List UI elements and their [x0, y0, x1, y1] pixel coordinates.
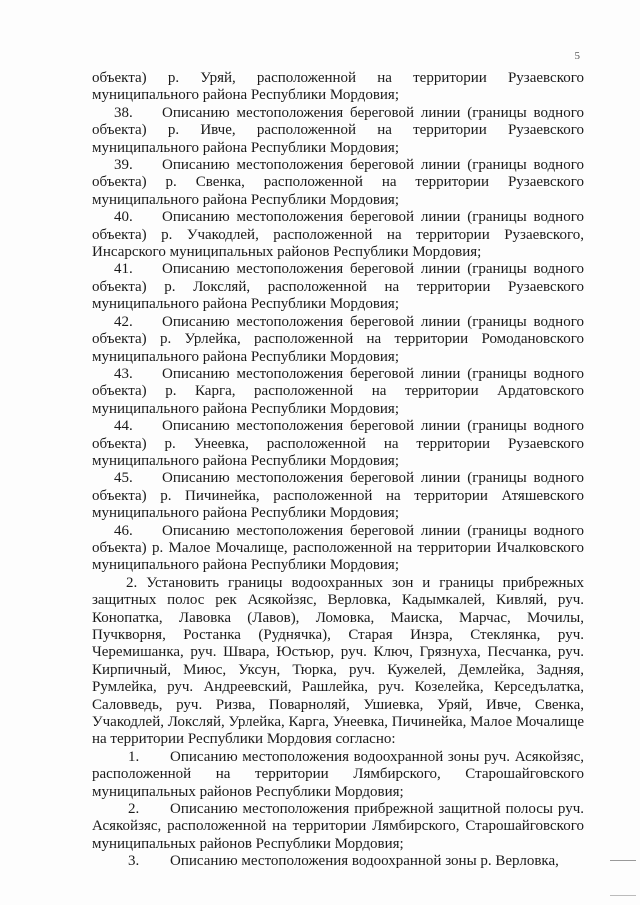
list-item [92, 801, 584, 853]
item-text: Описанию местоположения береговой линии (границы водного объекта) р. Унеевка, расположенной на территории Рузаевского муниципального района Республики Мордовия; [92, 418, 584, 469]
list-item [92, 523, 584, 575]
section-2-paragraph: 2. Установить границы водоохранных зон и границы прибрежных защитных полос рек Асякойзяс, Верловка, Кадымкалей, Кивляй, руч. Конопатка, Лавовка (Лавов), Ломовка, Маиска, Марчас, Мочилы, Пучкворня, Ростанка (Руднячка), Старая Инзра, Стеклянка, руч. Черемишанка, руч. Швара, Юстьюр, руч. Ключ, Грязнуха, Песчанка, руч. Кирпичный, Миюс, Уксун, Тюрка, руч. Кужелей, Демлейка, Задняя, Румлейка, руч. Андреевский, Рашлейка, руч. Козелейка, Керседълатка, Саловведь, руч. Ризва, Поварноляй, Ушиевка, Уряй, Ивче, Свенка, Учакодлей, Локсляй, Урлейка, Карга, Унеевка, Пичинейка, Малое Мочалище на территории Республики Мордовия согласно: [92, 574, 584, 748]
list-item [92, 105, 584, 157]
item-text: Описанию местоположения прибрежной защитной полосы руч. Асякойзяс, расположенной на территории Лямбирского, Старошайговского муниципальных районов Республики Мордовия; [92, 801, 584, 852]
scan-artifact-line [610, 860, 636, 861]
item-text: Описанию местоположения береговой линии (границы водного объекта) р. Урлейка, расположенной на территории Ромодановского муниципального района Республики Мордовия; [92, 313, 584, 365]
item-number: 42. [114, 313, 133, 330]
lead-fragment: объекта) р. Уряй, расположенной на территории Рузаевского муниципального района Республики Мордовия; [92, 70, 584, 104]
item-number: 41. [114, 261, 133, 278]
list-item [92, 314, 584, 366]
scan-artifact-line [610, 895, 636, 896]
document-body [92, 70, 584, 871]
item-number: 38. [114, 104, 133, 121]
item-text: Описанию местоположения водоохранной зоны р. Верловка, [170, 853, 559, 870]
item-text: Описанию местоположения береговой линии (границы водного объекта) р. Свенка, расположенной на территории Рузаевского муниципального района Республики Мордовия; [92, 157, 584, 208]
list-item [92, 749, 584, 801]
item-number: 40. [114, 209, 133, 226]
item-number: 3. [128, 853, 140, 870]
item-number: 43. [114, 365, 133, 382]
page-number: 5 [574, 50, 580, 62]
item-number: 45. [114, 470, 133, 487]
item-text: Описанию местоположения береговой линии (границы водного объекта) р. Малое Мочалище, расположенной на территории Ичалковского муниципального района Республики Мордовия; [92, 522, 584, 574]
item-text: Описанию местоположения береговой линии (границы водного объекта) р. Ивче, расположенной на территории Рузаевского муниципального района Республики Мордовия; [92, 104, 584, 156]
list-item [92, 853, 584, 870]
item-number: 46. [114, 522, 133, 539]
sub-item-list [92, 749, 584, 871]
item-number: 2. [128, 801, 140, 818]
item-text: Описанию местоположения береговой линии (границы водного объекта) р. Пичинейка, расположенной на территории Атяшевского муниципального района Республики Мордовия; [92, 470, 584, 522]
item-text: Описанию местоположения береговой линии (границы водного объекта) р. Локсляй, расположенной на территории Рузаевского муниципального района Республики Мордовия; [92, 261, 584, 313]
item-number: 1. [128, 748, 140, 765]
list-item [92, 261, 584, 313]
list-item [92, 366, 584, 418]
list-item [92, 209, 584, 261]
list-item [92, 418, 584, 470]
item-text: Описанию местоположения береговой линии (границы водного объекта) р. Учакодлей, расположенной на территории Рузаевского, Инсарского муниципальных районов Республики Мордовия; [92, 209, 584, 261]
item-number: 39. [114, 157, 133, 174]
list-item [92, 470, 584, 522]
item-number: 44. [114, 418, 133, 435]
list-item [92, 157, 584, 209]
item-text: Описанию местоположения водоохранной зоны руч. Асякойзяс, расположенной на территории Лямбирского, Старошайговского муниципальных районов Республики Мордовия; [92, 748, 584, 800]
item-list [92, 105, 584, 575]
item-text: Описанию местоположения береговой линии (границы водного объекта) р. Карга, расположенной на территории Ардатовского муниципального района Республики Мордовия; [92, 365, 584, 417]
